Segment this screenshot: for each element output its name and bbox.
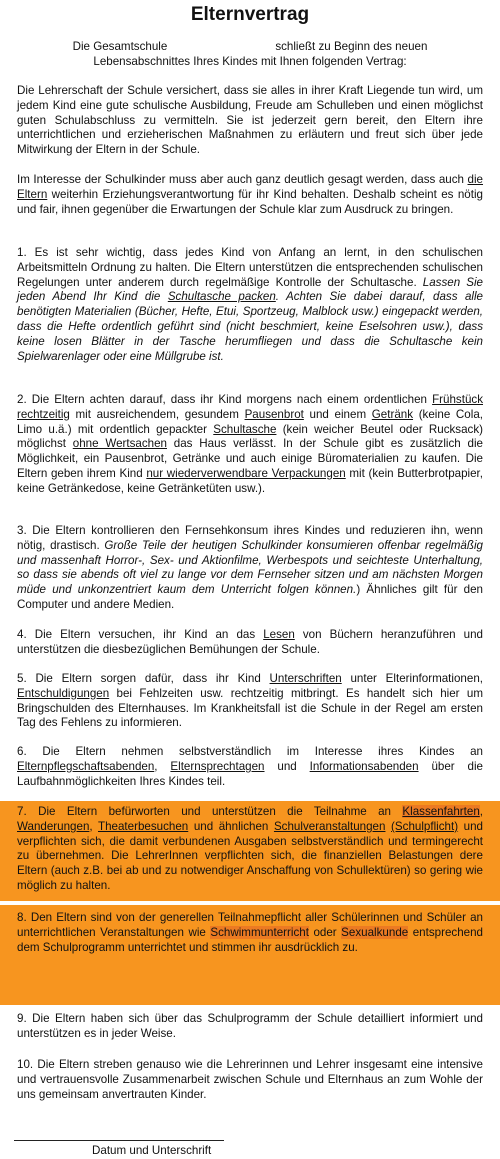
signature-line [14,1140,224,1141]
intro [0,40,500,69]
signature-label: Datum und Unterschrift [92,1144,212,1157]
intro-line1-a: Die Gesamtschule [72,40,168,53]
item-10: 10. Die Eltern streben genauso wie die Lehrerinnen und Lehrer insgesamt eine intensive und vertrauensvolle Zusammenarbeit zwischen Schule und Elternhaus an zum Wohle der uns gemeinsam anvertrauten Kinder. [17,1058,483,1101]
underlined-text: Schultasche packen [167,290,276,304]
item-5: 5. Die Eltern sorgen dafür, dass ihr Kind Unterschriften unter Elterinformationen, Entschuldigungen bei Fehlzeiten usw. rechtzeitig mitbringt. Es handelt sich hier um Bringschulden des Elternhauses. Im Krankheitsfall ist die Schule in der Regel am ersten Tag des Fehlens zu informieren. [17,672,483,730]
item-3: 3. Die Eltern kontrollieren den Fernsehkonsum ihres Kindes und reduzieren ihn, wenn nötig, drastisch. Große Teile der heutigen Schulkinder konsumieren offenbar regelmäßig und massenhaft Horror-, Sex- und Aktionfilme, Werbespots und seichteste Unterhaltung, so dass sie abends oft viel zu lange vor dem Fernseher sitzen und am nächsten Morgen müde und unkonzentriert kaum dem Unterricht folgen können.) Ähnliches gilt für den Computer und andere Medien. [17,524,483,611]
item-9: 9. Die Eltern haben sich über das Schulprogramm der Schule detailliert informiert und unterstützen es in jeder Weise. [17,1012,483,1040]
underlined-text: die Eltern [17,173,483,201]
item-8: 8. Den Eltern sind von der generellen Teilnahmepflicht aller Schülerinnen und Schüler an unterrichtlichen Veranstaltungen wie Schwimmunterricht oder Sexualkunde entsprechend dem Schulprogramm unterrichtet und stimmen ihr ausdrücklich zu. [17,911,483,954]
item-2: 2. Die Eltern achten darauf, dass ihr Kind morgens nach einem ordentlichen Frühstück rechtzeitig mit ausreichendem, gesundem Pausenbrot und einem Getränk (keine Cola, Limo u.ä.) mit ordentlich gepackter Schultasche (kein weicher Beutel oder Rucksack) möglichst ohne Wertsachen das Haus verlässt. In der Schule gibt es zusätzlich die Möglichkeit, ein Pausenbrot, Getränke und auch einige Büromaterialien zu kaufen. Die Eltern geben ihrem Kind nur wiederverwendbare Verpackungen mit (kein Butterbrotpapier, keine Getränkedose, keine Getränketüten usw.). [17,393,484,495]
item-1: 1. Es ist sehr wichtig, dass jedes Kind von Anfang an lernt, in den schulischen Arbeitsmitteln Ordnung zu halten. Die Eltern unterstützen die entsprechenden schulischen Regelungen unter anderem durch regelmäßige Kontrolle der Schultasche. Lassen Sie jeden Abend Ihr Kind die Schultasche packen. Achten Sie dabei darauf, dass alle benötigten Materialien (Bücher, Hefte, Etui, Sportzeug, Malblock usw.) eingepackt werden, dass die Hefte ordentlich geführt sind (nicht beschmiert, keine Eselsohren usw.), dass keine losen Blätter in der Tasche herumfliegen und dass die Schultasche kein Spielwarenlager oder eine Müllgrube ist. [17,246,483,363]
intro-line2: Lebensabschnittes Ihres Kindes mit Ihnen folgenden Vertrag: [93,54,407,68]
item-4: 4. Die Eltern versuchen, ihr Kind an das Lesen von Büchern heranzuführen und unterstützen die diesbezüglichen Bemühungen der Schule. [17,628,483,656]
item-6: 6. Die Eltern nehmen selbstverständlich im Interesse ihres Kindes an Elternpflegschaftsabenden, Elternsprechtagen und Informationsabenden über die Laufbahnmöglichkeiten Ihres Kindes teil. [17,745,483,788]
item-7: 7. Die Eltern befürworten und unterstützen die Teilnahme an Klassenfahrten, Wanderungen, Theaterbesuchen und ähnlichen Schulveranstaltungen (Schulpflicht) und verpflichten sich, die damit verbundenen Ausgaben selbstverständlich und termingerecht zu übernehmen. Die LehrerInnen verpflichten sich, die finanziellen Belastungen dere Eltern (auch z.B. bei ab und zu notwendiger Anschaffung von Schullektüren) so gering wie möglich zu halten. [17,805,483,892]
intro-line1-b: schließt zu Beginn des neuen [275,40,428,53]
paragraph-2: Im Interesse der Schulkinder muss aber auch ganz deutlich gesagt werden, dass auch die Eltern weiterhin Erziehungsverantwortung für ihr Kind behalten. Deshalb scheint es nötig und fair, ihnen gegenüber die Erwartungen der Schule klar zum Ausdruck zu bringen. [17,173,483,216]
document-title: Elternvertrag [190,4,310,25]
paragraph-1: Die Lehrerschaft der Schule versichert, dass sie alles in ihrer Kraft Liegende tun wird, um jedem Kind eine gute schulische Ausbildung, Freude am Schulleben und einen möglichst guten Schulabschluss zu vermitteln. Sie ist jederzeit gern bereit, den Eltern ihre unterrichtlichen und erzieherischen Maßnahmen zu erläutern und freut sich über jede Mitwirkung der Eltern in der Schule. [17,84,483,157]
